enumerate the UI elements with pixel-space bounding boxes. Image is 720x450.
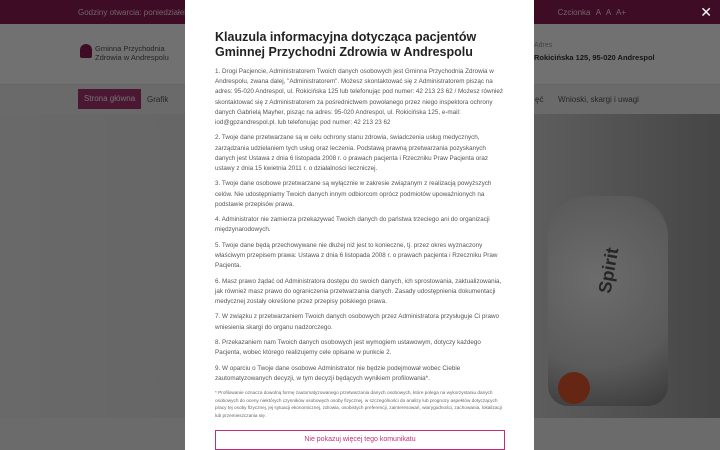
clause-paragraph-5: 5. Twoje dane będą przechowywane nie dłużej niż jest to konieczne, tj. przez okres wyznaczony właściwym przepisem prawa: Ustawa z dnia 6 listopada 2008 r. o prawach pacjenta i Rzeczniku Praw Pacjenta. (215, 241, 498, 270)
clause-paragraph-1: 1. Drogi Pacjencie, Administratorem Twoich danych osobowych jest Gminna Przychodnia Zdrowia w Andrespolu, zwana dalej, "Administratorem". Możesz skontaktować się z Administratorem pisząc na adres: 95-020 Andrespol, ul. Rokicińska 125 lub telefonując pod numer: 42 213 23 62 / Możesz również skontaktować się z Administratorem za pośrednictwem powołanego przez niego inspektora ochrony danych Gabrielą Mayher, pisząc na adres: 95-020 Andrespol, ul. Rokicińska 125, e-mail: iod@gpzandrespol.pl. lub telefonując pod numer: 42 213 23 62 (215, 68, 504, 127)
clause-paragraph-9: 9. W oparciu o Twoje dane osobowe Administrator nie będzie podejmował wobec Ciebie zautomatyzowanych decyzji, w tym decyzji będących wynikiem profilowania*. (215, 364, 461, 382)
clause-paragraph-4: 4. Administrator nie zamierza przekazywać Twoich danych do państwa trzeciego ani do organizacji międzynarodowych. (215, 216, 490, 234)
clause-paragraph-2: 2. Twoje dane przetwarzane są w celu ochrony stanu zdrowia, świadczenia usług medycznych, zarządzania udzielaniem tych usług oraz leczenia. Podstawą prawną przetwarzania pozyskanych danych jest Ustawa z dnia 6 listopada 2008 r. o prawach pacjenta i Rzeczniku Praw Pacjenta oraz ustawy z dnia 15 kwietnia 2011 r. o działalności leczniczej. (215, 134, 489, 173)
dont-show-again-button[interactable]: Nie pokazuj więcej tego komunikatu (215, 430, 505, 450)
modal-content (215, 30, 505, 420)
close-icon[interactable]: ✕ (700, 4, 712, 20)
clause-paragraph-3: 3. Twoje dane osobowe przetwarzane są wyłącznie w zakresie związanym z realizacją powyższych celów. Nie udostępniamy Twoich danych innym odbiorcom oprócz podmiotów upoważnionych na podstawie przepisów prawa. (215, 180, 492, 208)
clause-paragraph-7: 7. W związku z przetwarzaniem Twoich danych osobowych przez Administratora przysługuje Ci prawo wniesienia skargi do organu nadzorczego. (215, 313, 500, 331)
modal-title: Klauzula informacyjna dotycząca pacjentów Gminnej Przychodni Zdrowia w Andrespolu (215, 30, 477, 59)
clause-paragraph-8: 8. Przekazaniem nam Twoich danych osobowych jest wymogiem ustawowym, dotyczy każdego Pacjenta, wobec którego realizujemy cele opisane w punkcie 2. (215, 338, 481, 357)
profiling-footnote: * Profilowanie oznacza dowolną formę zautomatyzowanego przetwarzania danych osobowych, które polega na wykorzystaniu danych osobowych do oceny niektórych czynników osobowych osoby fizycznej, w szczególności do analizy lub prognozy aspektów dotyczących pracy tej osoby fizycznej, jej sytuacji ekonomicznej, zdrowia, osobistych preferencji, zainteresowań, wiarygodności, zachowania, lokalizacji lub przemieszczania się. (215, 390, 502, 418)
clause-paragraph-6: 6. Masz prawo żądać od Administratora dostępu do swoich danych, ich sprostowania, zaktualizowania, jak również masz prawo do ograniczenia przetwarzania danych. Zasady udostępnienia dokumentacji medycznej zostały określone przez przepisy polskiego prawa. (215, 277, 502, 305)
privacy-clause-modal (185, 0, 534, 450)
